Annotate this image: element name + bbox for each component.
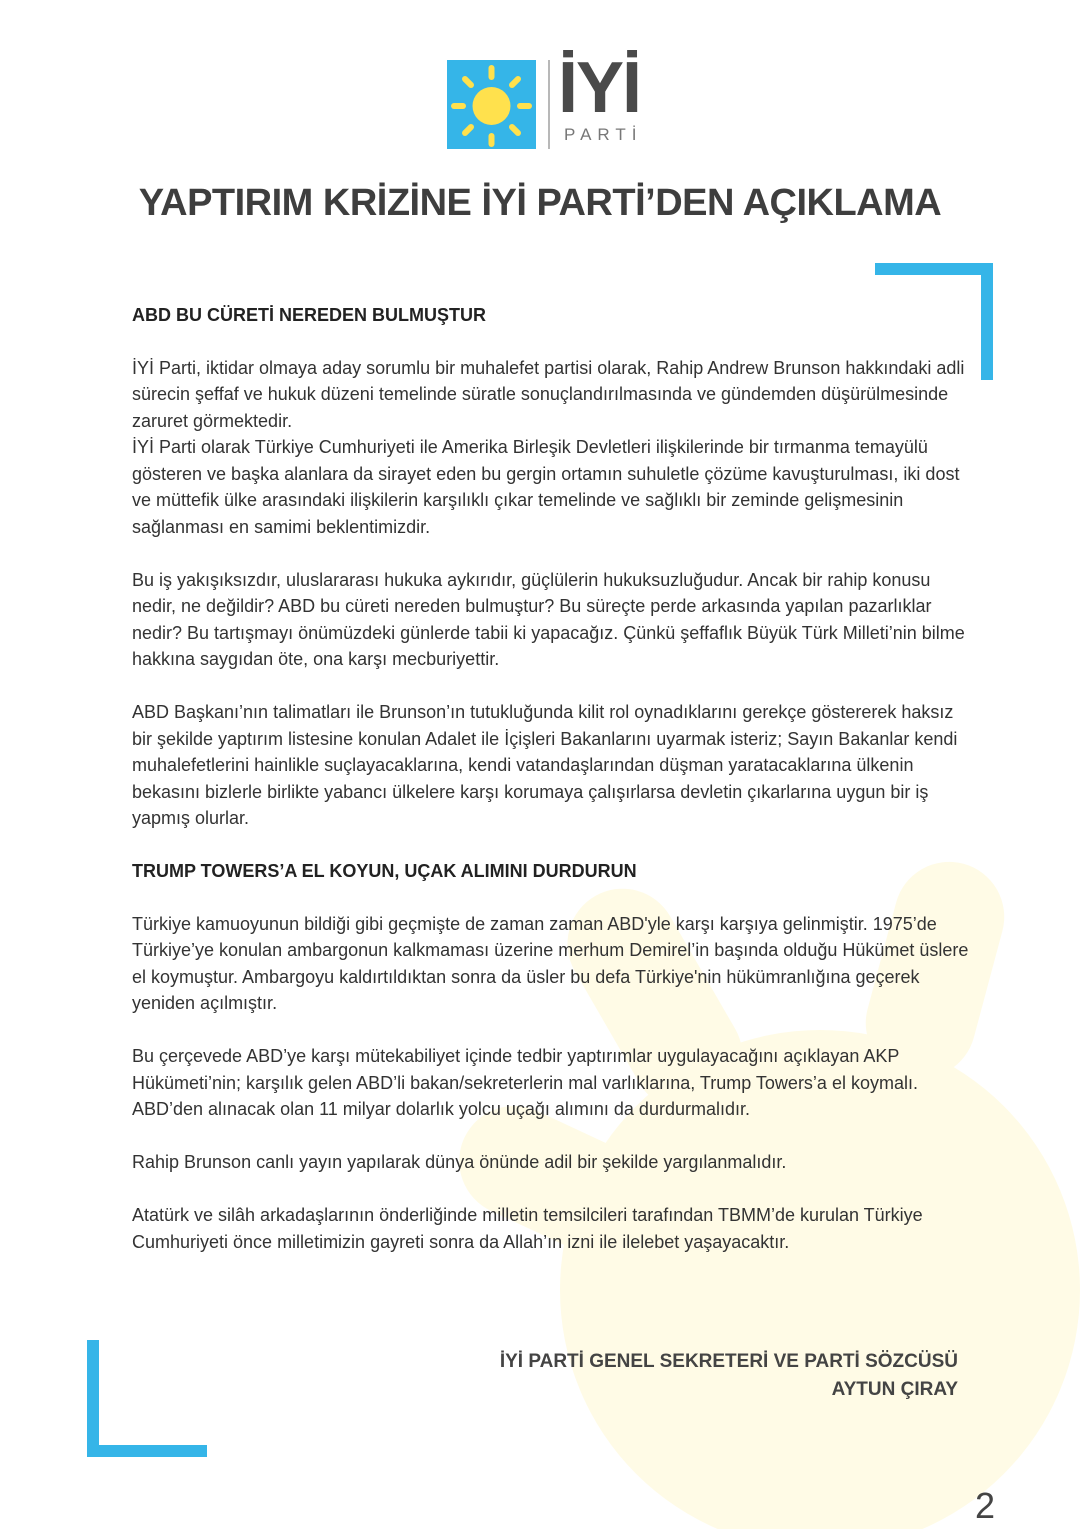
logo-subtitle: PARTİ bbox=[564, 125, 643, 144]
signature-title: İYİ PARTİ GENEL SEKRETERİ VE PARTİ SÖZCÜSÜ bbox=[499, 1351, 958, 1372]
sun-logo-icon bbox=[447, 60, 536, 149]
paragraph: Türkiye kamuoyunun bildiği gibi geçmişte de zaman zaman ABD'yle karşı karşıya gelinmiştir. 1975’de Türkiye’ye konulan ambargonun kalkmaması üzerine merhum Demirel’in başında olduğu Hükümet üslere el koymuştur. Ambargoyu kaldırtıldıktan sonra da üsler bu defa Türkiye'nin hükümranlığına geçerek yeniden açılmıştır. bbox=[132, 913, 969, 1013]
section-heading: TRUMP TOWERS’A EL KOYUN, UÇAK ALIMINI DURDURUN bbox=[132, 861, 637, 881]
corner-accent-top-horizontal bbox=[875, 263, 993, 275]
paragraph: Bu çerçevede ABD’ye karşı mütekabiliyet içinde tedbir yaptırımlar uygulayacağını açıklayan AKP Hükümeti’nin; karşılık gelen ABD’li bakan/sekreterlerin mal varlıklarına, Trump Towers’a el koymalı. ABD’den alınacak olan 11 milyar dolarlık yolcu uçağı alımını da durdurmalıdır. bbox=[132, 1046, 918, 1119]
signature-block bbox=[500, 1348, 958, 1404]
corner-accent-bottom-vertical bbox=[87, 1340, 99, 1457]
paragraph: Rahip Brunson canlı yayın yapılarak dünya önünde adil bir şekilde yargılanmalıdır. bbox=[132, 1152, 787, 1172]
logo-wordmark: İYİ bbox=[558, 48, 641, 128]
paragraph: İYİ Parti, iktidar olmaya aday sorumlu bir muhalefet partisi olarak, Rahip Andrew Brunson hakkındaki adli sürecin şeffaf ve hukuk düzeni temelinde süratle sonuçlandırılmasında ve gündemden düşürülmesinde zaruret görmektedir. bbox=[132, 357, 965, 431]
logo-divider bbox=[548, 60, 550, 149]
page-title: YAPTIRIM KRİZİNE İYİ PARTİ’DEN AÇIKLAMA bbox=[138, 182, 942, 224]
iyi-parti-logo bbox=[447, 48, 647, 150]
paragraph: ABD Başkanı’nın talimatları ile Brunson’ın tutukluğunda kilit rol oynadıklarını gerekçe göstererek haksız bir şekilde yaptırım listesine konulan Adalet ile İçişleri Bakanlarını uyarmak isteriz; Sayın Bakanlar kendi muhalefetlerini hainlikle suçlayacaklarına, kendi vatandaşlarından düşman yaratacaklarına ülkenin bekasını bizlerle birlikte yabancı ülkelere karşı korumaya çalışırlarsa devletin çıkarlarına uygun bir iş yapmış olurlar. bbox=[132, 702, 958, 828]
statement-body bbox=[132, 302, 972, 1282]
paragraph: İYİ Parti olarak Türkiye Cumhuriyeti ile Amerika Birleşik Devletleri ilişkilerinde bir tırmanma temayülü gösteren ve başka alanlara da sirayet eden bu gergin ortamın suhuletle çözüme kavuşturulması, iki dost ve müttefik ülke arasındaki ilişkilerin karşılıklı çıkar temelinde ve sağlıklı bir zeminde gelişmesinin sağlanması en samimi beklentimizdir. bbox=[132, 437, 960, 537]
paragraph: Atatürk ve silâh arkadaşlarının önderliğinde milletin temsilcileri tarafından TBMM’de kurulan Türkiye Cumhuriyeti önce milletimizin gayreti sonra da Allah’ın izni ile ilelebet yaşayacaktır. bbox=[132, 1205, 923, 1252]
signature-name: AYTUN ÇIRAY bbox=[831, 1379, 958, 1400]
section-heading: ABD BU CÜRETİ NEREDEN BULMUŞTUR bbox=[132, 305, 486, 325]
page-number: 2 bbox=[975, 1485, 996, 1526]
corner-accent-bottom-horizontal bbox=[87, 1445, 207, 1457]
paragraph: Bu iş yakışıksızdır, uluslararası hukuka aykırıdır, güçlülerin hukuksuzluğudur. Ancak bir rahip konusu nedir, ne değildir? ABD bu cüreti nereden bulmuştur? Bu süreçte perde arkasında yapılan pazarlıklar nedir? Bu tartışmayı önümüzdeki günlerde tabii ki yapacağız. Çünkü şeffaflık Büyük Türk Milleti’nin bilme hakkına saygıdan öte, ona karşı mecburiyettir. bbox=[132, 569, 965, 669]
corner-accent-top-vertical bbox=[981, 263, 993, 380]
